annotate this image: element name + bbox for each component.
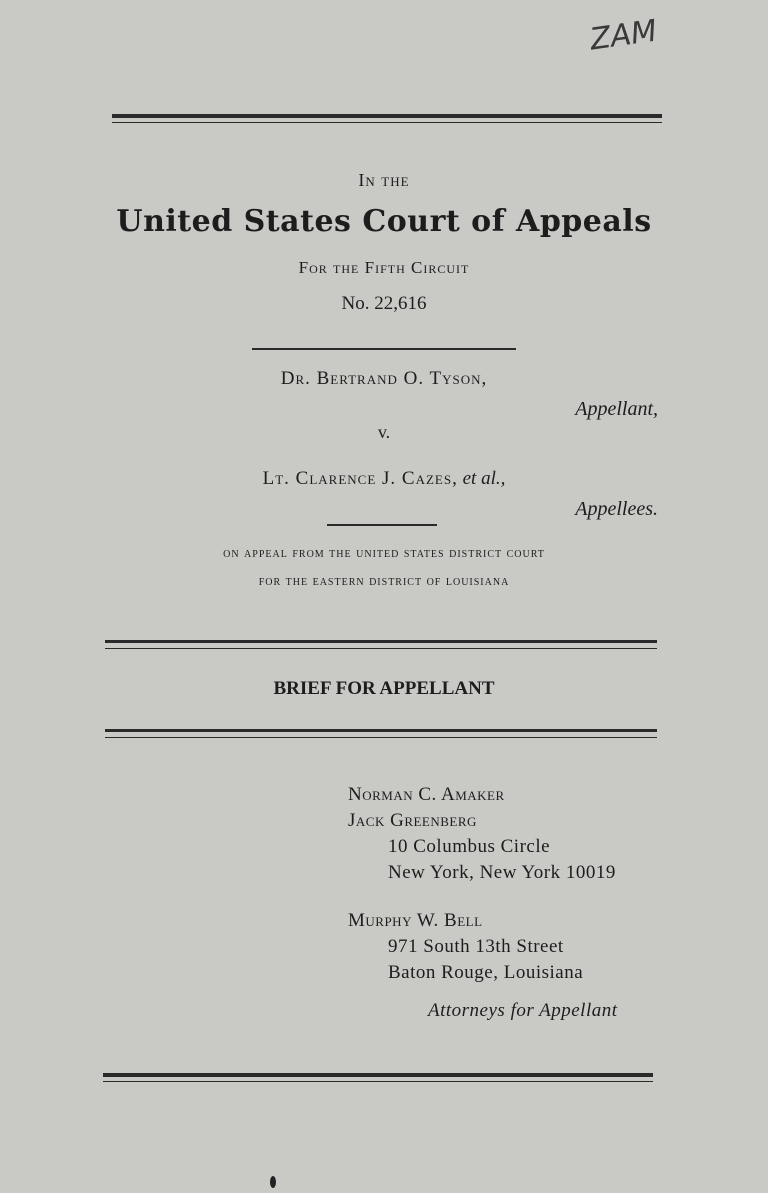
appeal-line-1: on appeal from the united states district court (223, 546, 545, 561)
parties-rule (327, 524, 437, 526)
attorney-name-2: Jack Greenberg (348, 810, 477, 831)
top-rule-thick (112, 114, 662, 118)
appellee-line (0, 468, 768, 490)
top-rule-thin (112, 122, 662, 123)
title-bottom-rule-thick (105, 729, 657, 732)
appellee-etal: et al., (462, 468, 506, 489)
attorney-address-2a: 971 South 13th Street (388, 936, 564, 957)
title-top-rule-thin (105, 648, 657, 649)
title-bottom-rule-thin (105, 737, 657, 738)
appellee-role: Appellees. (575, 498, 658, 520)
scan-speck (270, 1176, 276, 1188)
bottom-rule-thin (103, 1081, 653, 1082)
attorney-address-1a: 10 Columbus Circle (388, 836, 551, 857)
court-name: United States Court of Appeals (116, 204, 652, 239)
document-title: BRIEF FOR APPELLANT (273, 678, 495, 699)
in-the-label: In the (358, 170, 410, 190)
attorney-name-1: Norman C. Amaker (348, 784, 505, 805)
circuit-label: For the Fifth Circuit (298, 258, 470, 277)
bottom-rule-thick (103, 1073, 653, 1077)
appellant-role: Appellant, (575, 398, 658, 420)
title-top-rule-thick (105, 640, 657, 643)
versus-label: v. (377, 422, 391, 442)
attorney-address-1b: New York, New York 10019 (388, 862, 616, 883)
handwritten-note: ZAM (587, 13, 660, 58)
attorneys-role: Attorneys for Appellant (428, 1000, 618, 1021)
case-rule (252, 348, 516, 350)
appellant-name: Dr. Bertrand O. Tyson, (280, 368, 488, 389)
attorney-address-2b: Baton Rouge, Louisiana (388, 962, 584, 983)
attorney-name-3: Murphy W. Bell (348, 910, 483, 931)
appellee-name: Lt. Clarence J. Cazes, (262, 468, 458, 489)
case-number: No. 22,616 (341, 293, 427, 314)
appeal-line-2: for the eastern district of louisiana (258, 574, 510, 589)
